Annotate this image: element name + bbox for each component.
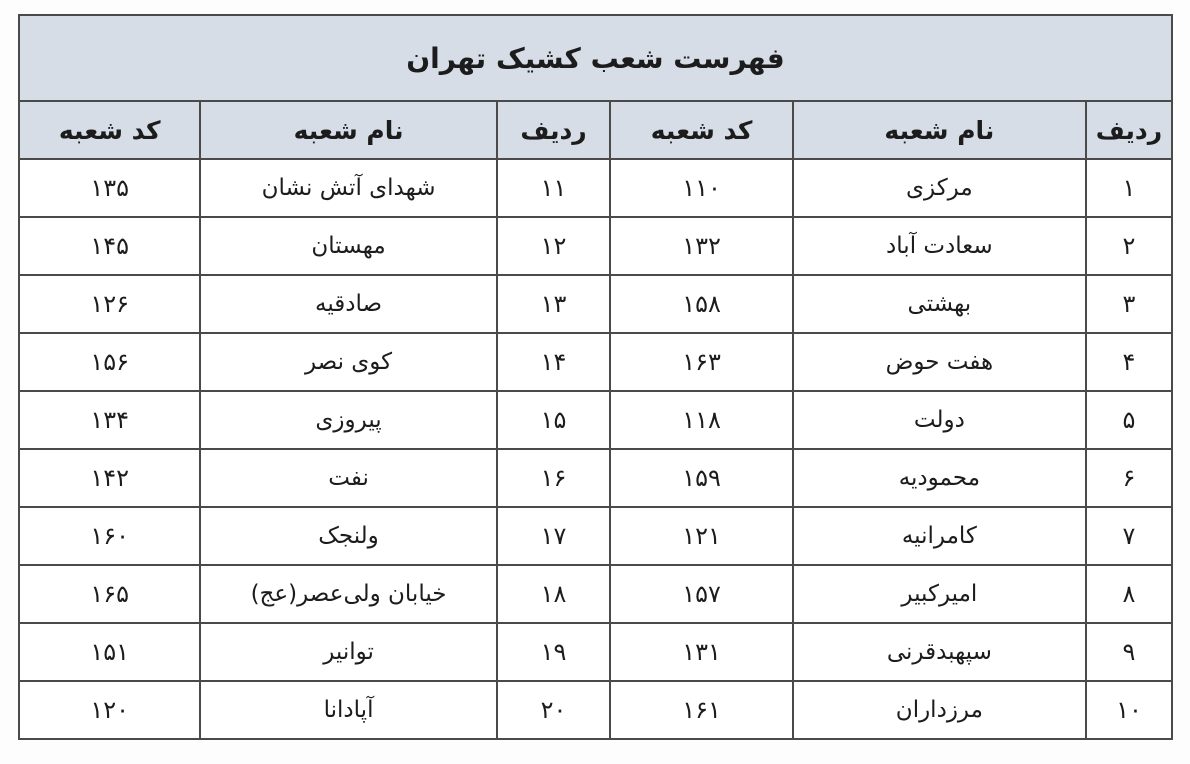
header-row-no-left: ردیف bbox=[497, 101, 611, 159]
branch-name-cell: سپهبدقرنی bbox=[793, 623, 1086, 681]
table-row bbox=[19, 159, 1172, 217]
row-number-cell: ۱۹ bbox=[497, 623, 611, 681]
branch-code-cell: ۱۳۲ bbox=[610, 217, 792, 275]
branch-name-cell: محمودیه bbox=[793, 449, 1086, 507]
branch-code-cell: ۱۵۷ bbox=[610, 565, 792, 623]
row-number-cell: ۱۶ bbox=[497, 449, 611, 507]
branch-name-cell: نفت bbox=[200, 449, 496, 507]
row-number-cell: ۱۷ bbox=[497, 507, 611, 565]
branch-name-cell: سعادت آباد bbox=[793, 217, 1086, 275]
branch-name-cell: کوی نصر bbox=[200, 333, 496, 391]
row-number-cell: ۲ bbox=[1086, 217, 1172, 275]
table-title: فهرست شعب کشیک تهران bbox=[19, 15, 1172, 101]
header-branch-code-left: کد شعبه bbox=[19, 101, 200, 159]
row-number-cell: ۹ bbox=[1086, 623, 1172, 681]
table-row bbox=[19, 391, 1172, 449]
table-row bbox=[19, 623, 1172, 681]
row-number-cell: ۱۴ bbox=[497, 333, 611, 391]
branch-name-cell: مهستان bbox=[200, 217, 496, 275]
table-row bbox=[19, 681, 1172, 739]
branch-name-cell: کامرانیه bbox=[793, 507, 1086, 565]
branch-code-cell: ۱۶۰ bbox=[19, 507, 200, 565]
branch-name-cell: دولت bbox=[793, 391, 1086, 449]
branch-code-cell: ۱۳۴ bbox=[19, 391, 200, 449]
row-number-cell: ۳ bbox=[1086, 275, 1172, 333]
header-row-no-right: ردیف bbox=[1086, 101, 1172, 159]
branch-code-cell: ۱۴۵ bbox=[19, 217, 200, 275]
row-number-cell: ۱۸ bbox=[497, 565, 611, 623]
branch-name-cell: صادقیه bbox=[200, 275, 496, 333]
branches-table bbox=[18, 14, 1173, 740]
row-number-cell: ۱۰ bbox=[1086, 681, 1172, 739]
branch-name-cell: پیروزی bbox=[200, 391, 496, 449]
branch-name-cell: شهدای آتش نشان bbox=[200, 159, 496, 217]
branch-name-cell: ولنجک bbox=[200, 507, 496, 565]
row-number-cell: ۱ bbox=[1086, 159, 1172, 217]
row-number-cell: ۱۲ bbox=[497, 217, 611, 275]
table-row bbox=[19, 565, 1172, 623]
row-number-cell: ۱۵ bbox=[497, 391, 611, 449]
branch-code-cell: ۱۲۱ bbox=[610, 507, 792, 565]
branch-code-cell: ۱۵۶ bbox=[19, 333, 200, 391]
row-number-cell: ۸ bbox=[1086, 565, 1172, 623]
branch-code-cell: ۱۵۸ bbox=[610, 275, 792, 333]
table-row bbox=[19, 217, 1172, 275]
row-number-cell: ۷ bbox=[1086, 507, 1172, 565]
branch-code-cell: ۱۶۱ bbox=[610, 681, 792, 739]
row-number-cell: ۶ bbox=[1086, 449, 1172, 507]
row-number-cell: ۱۳ bbox=[497, 275, 611, 333]
row-number-cell: ۲۰ bbox=[497, 681, 611, 739]
branch-name-cell: امیرکبیر bbox=[793, 565, 1086, 623]
table-row bbox=[19, 449, 1172, 507]
header-branch-code-right: کد شعبه bbox=[610, 101, 792, 159]
branch-code-cell: ۱۲۶ bbox=[19, 275, 200, 333]
row-number-cell: ۴ bbox=[1086, 333, 1172, 391]
branch-name-cell: بهشتی bbox=[793, 275, 1086, 333]
branch-code-cell: ۱۵۹ bbox=[610, 449, 792, 507]
branch-name-cell: آپادانا bbox=[200, 681, 496, 739]
branch-code-cell: ۱۳۵ bbox=[19, 159, 200, 217]
branch-code-cell: ۱۱۰ bbox=[610, 159, 792, 217]
header-branch-name-right: نام شعبه bbox=[793, 101, 1086, 159]
row-number-cell: ۱۱ bbox=[497, 159, 611, 217]
branch-code-cell: ۱۲۰ bbox=[19, 681, 200, 739]
header-branch-name-left: نام شعبه bbox=[200, 101, 496, 159]
row-number-cell: ۵ bbox=[1086, 391, 1172, 449]
branch-name-cell: مرکزی bbox=[793, 159, 1086, 217]
branch-name-cell: خیابان ولی‌عصر(عج) bbox=[200, 565, 496, 623]
branch-code-cell: ۱۶۵ bbox=[19, 565, 200, 623]
branch-name-cell: توانیر bbox=[200, 623, 496, 681]
branch-code-cell: ۱۳۱ bbox=[610, 623, 792, 681]
branch-code-cell: ۱۴۲ bbox=[19, 449, 200, 507]
branch-code-cell: ۱۱۸ bbox=[610, 391, 792, 449]
header-row bbox=[19, 101, 1172, 159]
title-row bbox=[19, 15, 1172, 101]
table-row bbox=[19, 507, 1172, 565]
branch-name-cell: هفت حوض bbox=[793, 333, 1086, 391]
table-row bbox=[19, 333, 1172, 391]
table-row bbox=[19, 275, 1172, 333]
table-body bbox=[19, 159, 1172, 739]
branch-code-cell: ۱۶۳ bbox=[610, 333, 792, 391]
branch-code-cell: ۱۵۱ bbox=[19, 623, 200, 681]
branch-name-cell: مرزداران bbox=[793, 681, 1086, 739]
